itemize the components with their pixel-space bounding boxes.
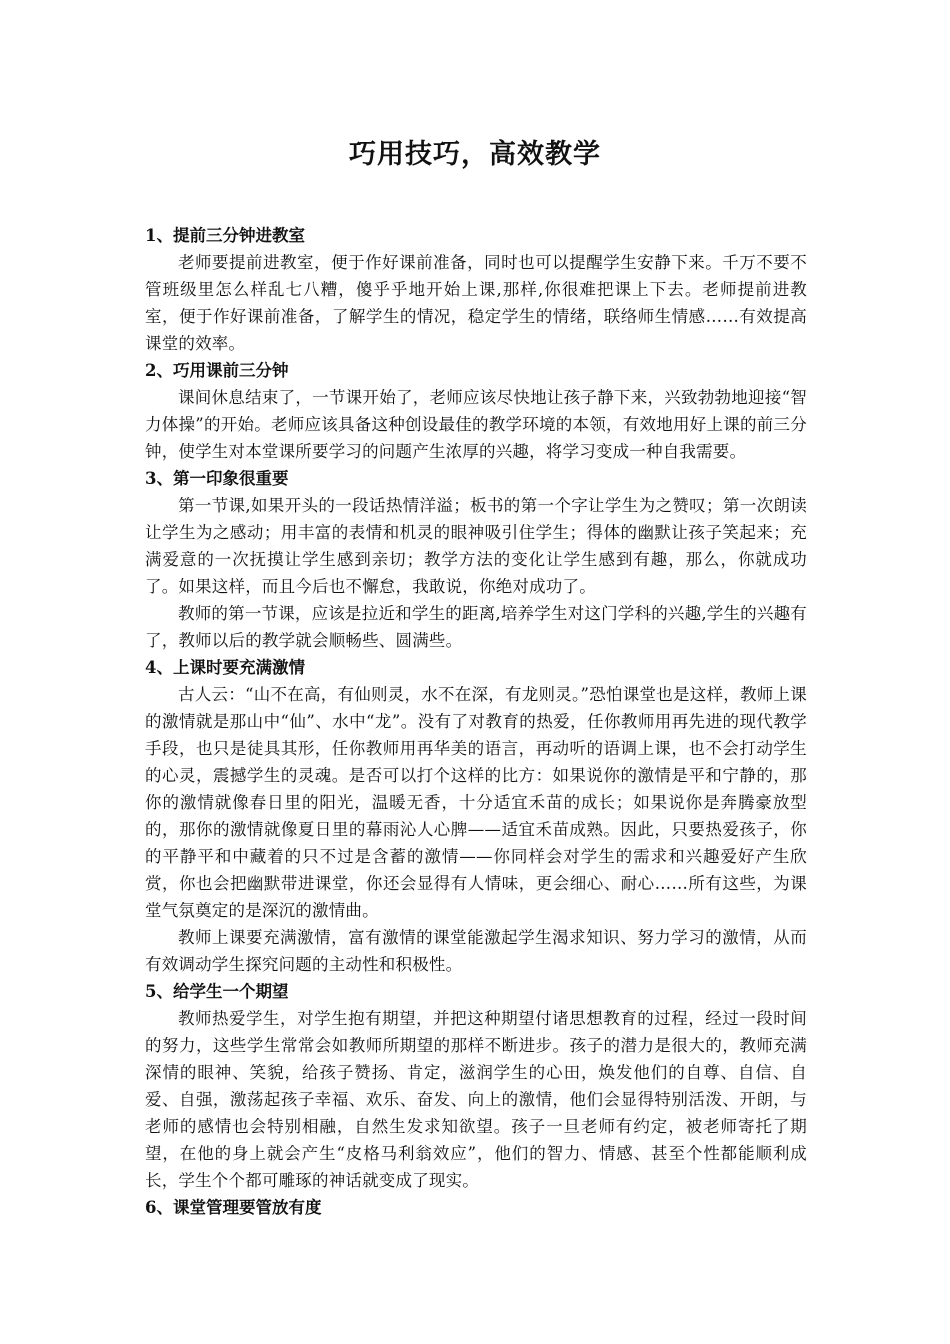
- paragraph: 教师上课要充满激情，富有激情的课堂能激起学生渴求知识、努力学习的激情，从而有效调动学生探究问题的主动性和积极性。: [145, 928, 807, 974]
- section-heading: 1、提前三分钟进教室: [145, 226, 305, 245]
- paragraph: 第一节课,如果开头的一段话热情洋溢；板书的第一个字让学生为之赞叹；第一次朗读让学生为之感动；用丰富的表情和机灵的眼神吸引住学生；得体的幽默让孩子笑起来；充满爱意的一次抚摸让学生感到亲切；教学方法的变化让学生感到有趣，那么，你就成功了。如果这样，而且今后也不懈怠，我敢说，你绝对成功了。: [145, 496, 807, 596]
- paragraph: 课间休息结束了，一节课开始了，老师应该尽快地让孩子静下来，兴致勃勃地迎接“智力体操”的开始。老师应该具备这种创设最佳的教学环境的本领，有效地用好上课的前三分钟，使学生对本堂课所要学习的问题产生浓厚的兴趣，将学习变成一种自我需要。: [145, 388, 807, 461]
- section-3: [145, 465, 807, 654]
- paragraph: 老师要提前进教室，便于作好课前准备，同时也可以提醒学生安静下来。千万不要不管班级里怎么样乱七八糟，傻乎乎地开始上课,那样,你很难把课上下去。老师提前进教室，便于作好课前准备，了解学生的情况，稳定学生的情绪，联络师生情感……有效提高课堂的效率。: [145, 253, 807, 353]
- section-heading: 5、给学生一个期望: [145, 982, 289, 1001]
- section-heading: 2、巧用课前三分钟: [145, 361, 289, 380]
- paragraph: 教师热爱学生，对学生抱有期望，并把这种期望付诸思想教育的过程，经过一段时间的努力，这些学生常常会如教师所期望的那样不断进步。孩子的潜力是很大的，教师充满深情的眼神、笑貌，给孩子赞扬、肯定，滋润学生的心田，焕发他们的自尊、自信、自爱、自强，激荡起孩子幸福、欢乐、奋发、向上的激情，他们会显得特别活泼、开朗，与老师的感情也会特别相融，自然生发求知欲望。孩子一旦老师有约定，被老师寄托了期望，在他的身上就会产生“皮格马利翁效应”，他们的智力、情感、甚至个性都能顺利成长，学生个个都可雕琢的神话就变成了现实。: [145, 1009, 807, 1190]
- paragraph: 古人云：“山不在高，有仙则灵，水不在深，有龙则灵。”恐怕课堂也是这样，教师上课的激情就是那山中“仙”、水中“龙”。没有了对教育的热爱，任你教师用再先进的现代教学手段，也只是徒具其形，任你教师用再华美的语言，再动听的语调上课，也不会打动学生的心灵，震撼学生的灵魂。是否可以打个这样的比方：如果说你的激情是平和宁静的，那你的激情就像春日里的阳光，温暖无香，十分适宜禾苗的成长；如果说你是奔腾豪放型的，那你的激情就像夏日里的幕雨沁人心脾——适宜禾苗成熟。因此，只要热爱孩子，你的平静平和中藏着的只不过是含蓄的激情——你同样会对学生的需求和兴趣爱好产生欣赏，你也会把幽默带进课堂，你还会显得有人情味，更会细心、耐心……所有这些，为课堂气氛奠定的是深沉的激情曲。: [145, 685, 807, 920]
- document-body: [145, 222, 807, 1221]
- section-1: [145, 222, 807, 357]
- section-2: [145, 357, 807, 465]
- section-6: [145, 1194, 807, 1221]
- section-heading: 6、课堂管理要管放有度: [145, 1198, 322, 1217]
- section-heading: 4、上课时要充满激情: [145, 658, 305, 677]
- section-4: [145, 654, 807, 978]
- paragraph: 教师的第一节课，应该是拉近和学生的距离,培养学生对这门学科的兴趣,学生的兴趣有了，教师以后的教学就会顺畅些、圆满些。: [145, 604, 807, 650]
- document-title: 巧用技巧，高效教学: [349, 139, 601, 170]
- section-5: [145, 978, 807, 1194]
- section-heading: 3、第一印象很重要: [145, 469, 289, 488]
